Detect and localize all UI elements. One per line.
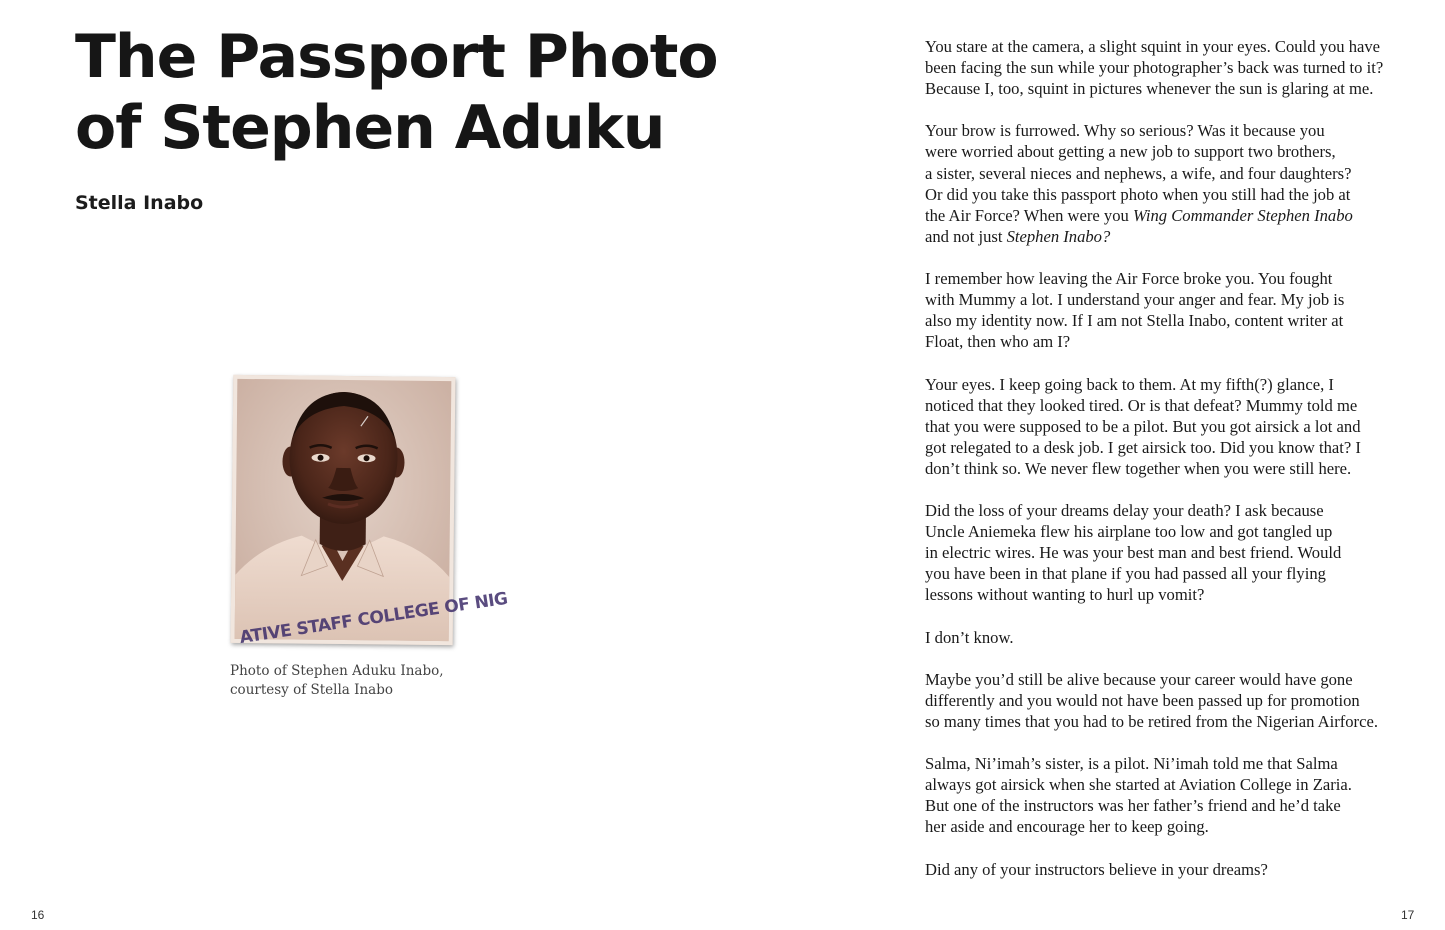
text-line: You stare at the camera, a slight squint in your eyes. Could you have [925, 37, 1381, 56]
caption-line: Photo of Stephen Aduku Inabo, [230, 663, 444, 679]
paragraph [925, 627, 1375, 648]
text-line: Your eyes. I keep going back to them. At my fifth(?) glance, I [925, 374, 1334, 394]
paragraph [925, 374, 1375, 479]
page-number-left: 16 [31, 908, 45, 922]
title-line: of Stephen Aduku [75, 93, 665, 163]
photo-stamp-text: ATIVE STAFF COLLEGE OF NIG [238, 588, 509, 649]
text-line: were worried about getting a new job to support two brothers, [925, 142, 1336, 162]
paragraph [925, 500, 1375, 605]
italic-name: Wing Commander Stephen Inabo [1132, 205, 1353, 225]
text-line: don’t think so. We never flew together when you were still here. [925, 458, 1352, 478]
text-line: always got airsick when she started at Aviation College in Zaria. [925, 775, 1352, 795]
title-line: The Passport Photo [75, 22, 718, 92]
text-line: with Mummy a lot. I understand your anger and fear. My job is [925, 290, 1345, 310]
paragraph [925, 669, 1378, 732]
photo-caption [230, 662, 490, 700]
text-line: I remember how leaving the Air Force broke you. You fought [925, 269, 1333, 289]
article-title [75, 22, 718, 164]
text-line: Did the loss of your dreams delay your death? I ask because [925, 501, 1324, 521]
text-line: Did any of your instructors believe in your dreams? [925, 859, 1268, 879]
paragraph [925, 859, 1375, 880]
text-line: But one of the instructors was her father’s friend and he’d take [925, 796, 1341, 816]
text-line: noticed that they looked tired. Or is that defeat? Mummy told me [925, 395, 1358, 415]
text-line: you have been in that plane if you had passed all your flying [925, 564, 1326, 584]
text-line: Your brow is furrowed. Why so serious? Was it because you [925, 121, 1325, 141]
text-line: her aside and encourage her to keep going. [925, 817, 1209, 837]
text-run: the Air Force? When were you [925, 205, 1133, 225]
text-line: got relegated to a desk job. I get airsick too. Did you know that? I [925, 437, 1361, 457]
text-line: so many times that you had to be retired from the Nigerian Airforce. [925, 712, 1378, 731]
passport-photo-image [231, 375, 509, 649]
text-line: lessons without wanting to hurl up vomit? [925, 585, 1205, 605]
text-run: and not just [925, 226, 1007, 246]
text-line: been facing the sun while your photographer’s back was turned to it? [925, 58, 1384, 78]
text-line [925, 226, 1375, 247]
paragraph [925, 120, 1375, 247]
text-line: Salma, Ni’imah’s sister, is a pilot. Ni’imah told me that Salma [925, 754, 1338, 774]
paragraph [925, 753, 1375, 837]
paragraph [925, 268, 1375, 352]
passport-photo [231, 375, 509, 649]
text-line: also my identity now. If I am not Stella Inabo, content writer at [925, 311, 1344, 331]
text-line: a sister, several nieces and nephews, a wife, and four daughters? [925, 163, 1352, 183]
text-line: Maybe you’d still be alive because your career would have gone [925, 669, 1353, 689]
author-name: Stella Inabo [75, 192, 204, 214]
text-line: I don’t know. [925, 627, 1014, 647]
text-line [925, 205, 1375, 226]
text-line: Because I, too, squint in pictures whenever the sun is glaring at me. [925, 79, 1374, 99]
text-line: Float, then who am I? [925, 332, 1071, 352]
paragraph [925, 36, 1384, 99]
text-line: differently and you would not have been passed up for promotion [925, 690, 1360, 710]
text-line: that you were supposed to be a pilot. But you got airsick a lot and [925, 416, 1361, 436]
page-number-right: 17 [1401, 908, 1415, 922]
text-line: Uncle Aniemeka flew his airplane too low and got tangled up [925, 522, 1333, 542]
article-body [925, 36, 1384, 901]
text-line: in electric wires. He was your best man and best friend. Would [925, 543, 1342, 563]
caption-line: courtesy of Stella Inabo [230, 682, 393, 698]
italic-name: Stephen Inabo? [1006, 226, 1111, 246]
text-line: Or did you take this passport photo when you still had the job at [925, 184, 1351, 204]
